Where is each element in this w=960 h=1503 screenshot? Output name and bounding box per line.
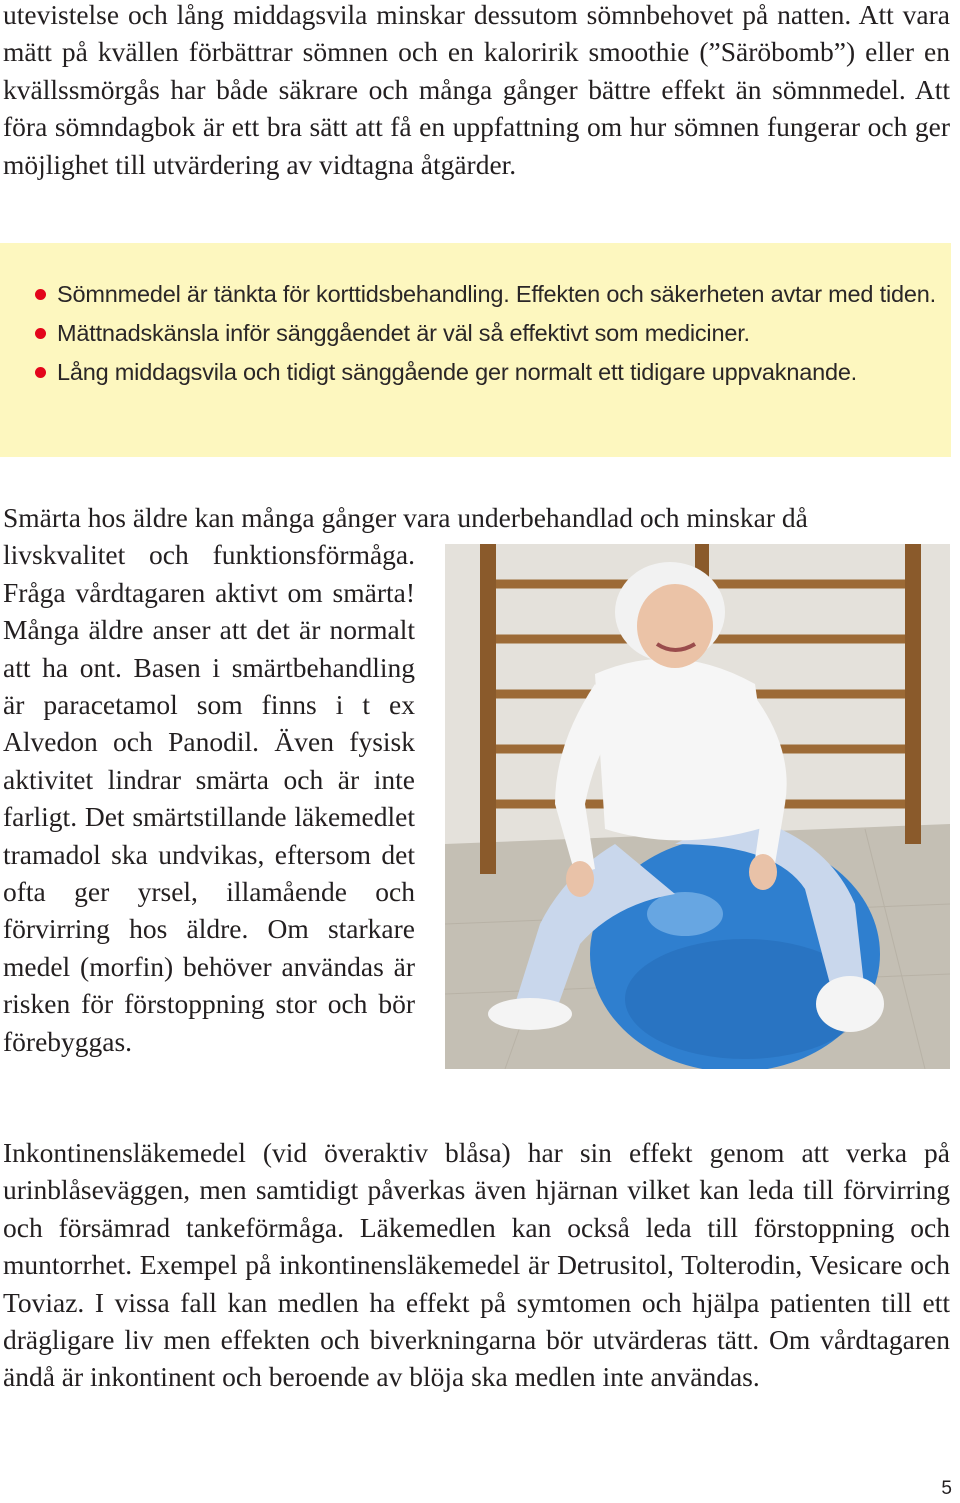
fact-item: Mättnadskänsla inför sänggåendet är väl så effektivt som mediciner. xyxy=(0,318,940,349)
bullet-icon xyxy=(35,328,46,339)
page-number: 5 xyxy=(941,1478,952,1499)
bullet-icon xyxy=(35,289,46,300)
paragraph-incontinence: Inkontinensläkemedel (vid överaktiv blåsa) har sin effekt genom att verka på urinblåseväggen, men samtidigt påverkas även hjärnan vilket kan leda till förvirring och försämrad tankeförmåga. Läkemedlen kan också leda till förstoppning och muntorrhet. Exempel på inkontinensläkemedel är Detrusitol, Tolterodin, Vesicare och Toviaz. I vissa fall kan medlen ha effekt på symtomen och hjälpa patienten till ett drägligare liv men effekten och biverkningarna bör utvärderas tätt. Om vårdtagaren ändå är inkontinent och beroende av blöja ska medlen inte användas. xyxy=(3,1137,950,1393)
paragraph-pain-text: livskvalitet och funktionsförmåga. Fråga vårdtagaren aktivt om smärta! Många äldre anser att det är normalt att ha ont. Basen i smärtbehandling är paracetamol som finns i t ex Alvedon och Panodil. Även fysisk aktivitet lindrar smärta och är inte farligt. Det smärtstillande läkemedlet tramadol ska undvikas, eftersom det ofta ger yrsel, illamående och förvirring hos äldre. Om starkare medel (morfin) behöver användas är risken för förstoppning stor och bör förebyggas. xyxy=(3,539,415,1057)
fact-list xyxy=(0,279,940,396)
paragraph-pain-first-line: Smärta hos äldre kan många gånger vara underbehandlad och minskar då xyxy=(3,502,808,533)
paragraph-pain xyxy=(3,499,950,1069)
fact-item: Sömnmedel är tänkta för korttidsbehandling. Effekten och säkerheten avtar med tiden. xyxy=(0,279,940,310)
fact-item: Lång middagsvila och tidigt sänggående ger normalt ett tidigare uppvaknande. xyxy=(0,357,940,388)
fact-box xyxy=(0,243,951,457)
paragraph-sleep: utevistelse och lång middagsvila minskar dessutom sömnbehovet på natten. Att vara mätt på kvällen förbättrar sömnen och en kaloririk smoothie (”Säröbomb”) eller en kvällssmörgås har både säkrare och många gånger bättre effekt än sömnmedel. Att föra sömndagbok är ett bra sätt att få en uppfattning om hur sömnen fungerar och ger möjlighet till utvärdering av vidtagna åtgärder. xyxy=(3,0,950,180)
bullet-icon xyxy=(35,367,46,378)
photo-woman-exercise-ball xyxy=(445,544,950,1069)
